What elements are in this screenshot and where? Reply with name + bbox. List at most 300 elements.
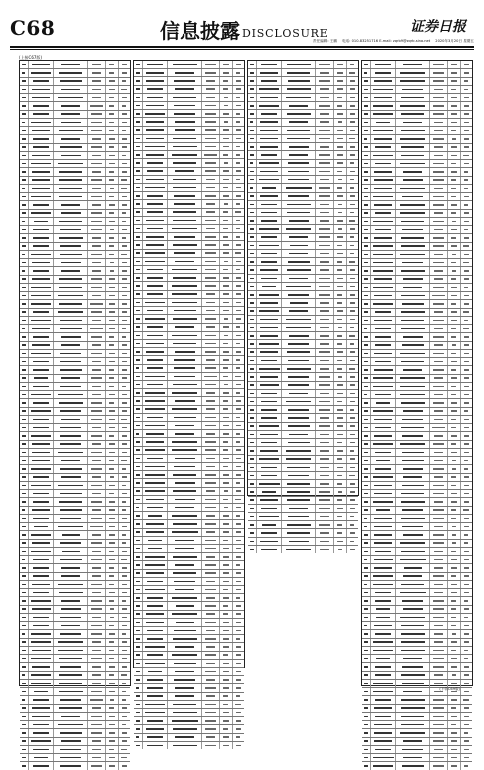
greeked-text — [146, 244, 163, 246]
greeked-text — [434, 278, 443, 280]
greeked-text — [206, 408, 214, 410]
table-cell — [461, 333, 472, 340]
table-cell — [430, 606, 448, 613]
table-cell — [202, 340, 220, 347]
greeked-text — [136, 392, 140, 394]
table-row — [248, 102, 358, 110]
greeked-text — [260, 450, 278, 452]
table-cell — [282, 390, 315, 397]
greeked-text — [175, 351, 195, 353]
table-cell — [334, 423, 346, 430]
table-cell — [316, 193, 334, 200]
table-cell — [88, 441, 106, 448]
table-cell — [248, 431, 257, 438]
greeked-text — [174, 581, 195, 583]
greeked-text — [92, 509, 100, 511]
greeked-text — [286, 97, 311, 99]
greeked-text — [22, 765, 26, 767]
greeked-text — [136, 359, 140, 361]
greeked-text — [22, 485, 26, 487]
table-cell — [371, 226, 397, 233]
table-cell — [461, 210, 472, 217]
greeked-text — [319, 384, 329, 386]
table-cell — [396, 482, 429, 489]
table-row — [134, 430, 244, 438]
greeked-text — [205, 654, 216, 656]
table-cell — [134, 86, 143, 93]
table-cell — [257, 110, 283, 117]
table-cell — [143, 184, 169, 191]
table-cell — [461, 713, 472, 720]
table-cell — [143, 77, 169, 84]
greeked-text — [91, 542, 103, 544]
table-row — [362, 515, 472, 523]
table-cell — [168, 127, 201, 134]
table-cell — [88, 408, 106, 415]
greeked-text — [136, 531, 140, 533]
table-cell — [29, 267, 55, 274]
greeked-text — [451, 155, 457, 157]
greeked-text — [364, 361, 369, 363]
greeked-text — [451, 625, 456, 627]
greeked-text — [433, 64, 444, 66]
table-cell — [233, 143, 244, 150]
greeked-text — [92, 64, 101, 66]
greeked-text — [288, 442, 310, 444]
table-cell — [29, 490, 55, 497]
table-cell — [88, 144, 106, 151]
table-cell — [257, 291, 283, 298]
greeked-text — [451, 171, 457, 173]
greeked-text — [375, 716, 391, 718]
table-cell — [106, 383, 118, 390]
greeked-text — [59, 402, 83, 404]
table-cell — [233, 176, 244, 183]
table-cell — [143, 274, 169, 281]
table-cell — [143, 496, 169, 503]
table-cell — [257, 390, 283, 397]
greeked-text — [349, 261, 355, 263]
greeked-text — [464, 377, 469, 379]
table-cell — [257, 201, 283, 208]
table-cell — [448, 639, 460, 646]
table-cell — [143, 611, 169, 618]
greeked-text — [22, 575, 25, 577]
table-cell — [257, 529, 283, 536]
greeked-text — [136, 179, 140, 181]
table-cell — [20, 119, 29, 126]
greeked-text — [364, 625, 367, 627]
greeked-text — [434, 476, 443, 478]
table-cell — [233, 693, 244, 700]
table-cell — [257, 472, 283, 479]
greeked-text — [145, 261, 166, 263]
greeked-text — [122, 732, 127, 734]
table-cell — [20, 564, 29, 571]
greeked-text — [451, 336, 456, 338]
table-cell — [233, 118, 244, 125]
table-cell — [220, 324, 232, 331]
greeked-text — [92, 138, 102, 140]
greeked-text — [32, 452, 49, 454]
table-cell — [88, 201, 106, 208]
greeked-text — [337, 319, 342, 321]
greeked-text — [401, 270, 425, 272]
greeked-text — [433, 534, 443, 536]
table-cell — [54, 465, 87, 472]
table-cell — [316, 390, 334, 397]
table-cell — [371, 738, 397, 745]
table-cell — [461, 738, 472, 745]
table-cell — [282, 135, 315, 142]
greeked-text — [22, 542, 26, 544]
greeked-text — [22, 278, 26, 280]
greeked-text — [172, 228, 197, 230]
table-cell — [371, 688, 397, 695]
greeked-text — [451, 584, 457, 586]
table-cell — [282, 357, 315, 364]
continued-from-label: (上接C67版) — [19, 55, 43, 60]
table-cell — [143, 660, 169, 667]
table-cell — [362, 589, 371, 596]
table-cell — [334, 69, 346, 76]
table-row — [20, 523, 130, 531]
table-cell — [430, 127, 448, 134]
table-cell — [362, 531, 371, 538]
greeked-text — [451, 303, 456, 305]
greeked-text — [145, 113, 166, 115]
greeked-text — [136, 335, 140, 337]
table-cell — [362, 663, 371, 670]
table-row — [248, 299, 358, 307]
greeked-text — [375, 336, 390, 338]
greeked-text — [236, 507, 241, 509]
greeked-text — [145, 318, 166, 320]
greeked-text — [121, 254, 127, 256]
table-cell — [334, 513, 346, 520]
greeked-text — [22, 716, 25, 718]
table-cell — [233, 69, 244, 76]
table-cell — [220, 512, 232, 519]
greeked-text — [320, 434, 330, 436]
greeked-text — [236, 179, 240, 181]
table-cell — [334, 398, 346, 405]
table-cell — [106, 614, 118, 621]
greeked-text — [22, 262, 26, 264]
table-cell — [88, 482, 106, 489]
greeked-text — [402, 485, 424, 487]
greeked-text — [337, 508, 343, 510]
greeked-text — [175, 671, 194, 673]
table-cell — [334, 119, 346, 126]
table-cell — [220, 693, 232, 700]
table-cell — [430, 639, 448, 646]
table-cell — [396, 317, 429, 324]
greeked-text — [91, 229, 101, 231]
table-cell — [316, 505, 334, 512]
greeked-text — [223, 343, 228, 345]
table-cell — [316, 340, 334, 347]
greeked-text — [61, 113, 80, 115]
greeked-text — [175, 433, 194, 435]
greeked-text — [286, 286, 311, 288]
greeked-text — [60, 542, 80, 544]
table-cell — [88, 556, 106, 563]
table-cell — [202, 520, 220, 527]
table-row — [20, 556, 130, 564]
greeked-text — [433, 386, 444, 388]
table-cell — [143, 463, 169, 470]
table-cell — [88, 721, 106, 728]
table-cell — [20, 168, 29, 175]
table-cell — [316, 135, 334, 142]
greeked-text — [136, 695, 139, 697]
greeked-text — [337, 113, 343, 115]
table-cell — [119, 358, 130, 365]
table-cell — [106, 69, 118, 76]
table-cell — [168, 77, 201, 84]
greeked-text — [205, 252, 217, 254]
greeked-text — [223, 466, 228, 468]
table-cell — [106, 746, 118, 753]
greeked-text — [205, 605, 216, 607]
table-cell — [248, 324, 257, 331]
table-cell — [371, 655, 397, 662]
table-row — [362, 548, 472, 556]
table-row — [362, 738, 472, 746]
greeked-text — [433, 105, 445, 107]
greeked-text — [109, 311, 115, 313]
greeked-text — [205, 572, 215, 574]
greeked-text — [250, 475, 253, 477]
greeked-text — [400, 105, 425, 107]
table-cell — [88, 259, 106, 266]
greeked-text — [32, 262, 51, 264]
greeked-text — [92, 641, 101, 643]
greeked-text — [175, 736, 194, 738]
table-cell — [119, 168, 130, 175]
table-cell — [448, 342, 460, 349]
greeked-text — [32, 542, 49, 544]
greeked-text — [223, 556, 229, 558]
greeked-text — [22, 72, 25, 74]
table-cell — [220, 69, 232, 76]
greeked-text — [464, 72, 469, 74]
greeked-text — [173, 162, 196, 164]
table-cell — [119, 507, 130, 514]
table-cell — [119, 366, 130, 373]
table-cell — [257, 505, 283, 512]
table-cell — [168, 241, 201, 248]
table-cell — [257, 497, 283, 504]
table-row — [248, 406, 358, 414]
greeked-text — [373, 377, 393, 379]
table-cell — [371, 507, 397, 514]
greeked-text — [451, 229, 457, 231]
table-cell — [396, 292, 429, 299]
table-cell — [106, 639, 118, 646]
greeked-text — [374, 625, 393, 627]
greeked-text — [337, 417, 342, 419]
greeked-text — [31, 410, 52, 412]
table-cell — [448, 69, 460, 76]
greeked-text — [223, 236, 228, 238]
table-cell — [20, 663, 29, 670]
greeked-text — [364, 707, 368, 709]
table-cell — [430, 309, 448, 316]
greeked-text — [451, 80, 457, 82]
table-cell — [362, 498, 371, 505]
table-cell — [371, 589, 397, 596]
table-cell — [88, 358, 106, 365]
greeked-text — [109, 386, 114, 388]
table-cell — [106, 358, 118, 365]
greeked-text — [451, 757, 457, 759]
greeked-text — [110, 476, 114, 478]
greeked-text — [374, 740, 392, 742]
table-cell — [334, 209, 346, 216]
greeked-text — [236, 556, 241, 558]
greeked-text — [109, 542, 114, 544]
table-row — [248, 94, 358, 102]
greeked-text — [373, 584, 393, 586]
greeked-text — [288, 162, 308, 164]
table-cell — [88, 325, 106, 332]
table-cell — [54, 705, 87, 712]
greeked-text — [236, 736, 240, 738]
greeked-text — [402, 89, 423, 91]
table-row — [248, 332, 358, 340]
table-cell — [233, 184, 244, 191]
greeked-text — [286, 549, 311, 551]
table-row — [20, 111, 130, 119]
greeked-text — [374, 542, 392, 544]
table-row — [248, 160, 358, 168]
greeked-text — [364, 336, 367, 338]
table-cell — [106, 127, 118, 134]
table-cell — [88, 729, 106, 736]
table-cell — [282, 488, 315, 495]
table-cell — [316, 110, 334, 117]
greeked-text — [433, 237, 445, 239]
table-cell — [461, 226, 472, 233]
table-cell — [316, 168, 334, 175]
greeked-text — [236, 482, 240, 484]
table-row — [362, 201, 472, 209]
greeked-text — [402, 229, 423, 231]
greeked-text — [350, 97, 355, 99]
table-cell — [29, 663, 55, 670]
table-cell — [168, 340, 201, 347]
table-cell — [29, 210, 55, 217]
greeked-text — [320, 220, 329, 222]
table-row — [20, 465, 130, 473]
table-cell — [20, 383, 29, 390]
table-row — [134, 135, 244, 143]
table-cell — [88, 754, 106, 761]
greeked-text — [320, 549, 329, 551]
table-row — [362, 309, 472, 317]
table-cell — [143, 291, 169, 298]
table-cell — [134, 611, 143, 618]
table-cell — [430, 234, 448, 241]
table-cell — [220, 184, 232, 191]
greeked-text — [349, 220, 355, 222]
table-cell — [248, 299, 257, 306]
table-cell — [396, 762, 429, 769]
greeked-text — [350, 146, 355, 148]
table-cell — [448, 383, 460, 390]
greeked-text — [22, 559, 25, 561]
table-cell — [257, 119, 283, 126]
greeked-text — [433, 262, 444, 264]
table-row — [362, 457, 472, 465]
table-cell — [119, 738, 130, 745]
greeked-text — [61, 567, 80, 569]
greeked-text — [22, 377, 26, 379]
table-cell — [448, 102, 460, 109]
greeked-text — [122, 501, 126, 503]
table-cell — [134, 159, 143, 166]
greeked-text — [374, 732, 391, 734]
table-cell — [282, 324, 315, 331]
table-row — [248, 135, 358, 143]
greeked-text — [146, 236, 165, 238]
table-cell — [119, 746, 130, 753]
greeked-text — [122, 641, 127, 643]
table-cell — [347, 151, 358, 158]
table-cell — [334, 349, 346, 356]
table-cell — [168, 537, 201, 544]
table-cell — [430, 672, 448, 679]
greeked-text — [223, 745, 228, 747]
greeked-text — [337, 343, 342, 345]
table-cell — [119, 548, 130, 555]
greeked-text — [109, 633, 115, 635]
greeked-text — [60, 245, 81, 247]
table-cell — [362, 432, 371, 439]
table-cell — [168, 365, 201, 372]
table-cell — [430, 474, 448, 481]
greeked-text — [61, 575, 80, 577]
table-row — [134, 455, 244, 463]
greeked-text — [236, 613, 241, 615]
greeked-text — [136, 244, 140, 246]
table-cell — [362, 342, 371, 349]
greeked-text — [286, 458, 311, 460]
table-cell — [106, 333, 118, 340]
greeked-text — [337, 97, 342, 99]
greeked-text — [205, 745, 216, 747]
greeked-text — [250, 113, 254, 115]
table-cell — [143, 233, 169, 240]
greeked-text — [204, 376, 216, 378]
greeked-text — [90, 303, 102, 305]
greeked-text — [223, 687, 229, 689]
greeked-text — [61, 344, 79, 346]
greeked-text — [136, 605, 140, 607]
table-cell — [168, 725, 201, 732]
greeked-text — [451, 287, 457, 289]
greeked-text — [146, 220, 163, 222]
greeked-text — [146, 72, 165, 74]
table-cell — [233, 660, 244, 667]
greeked-text — [136, 433, 139, 435]
greeked-text — [375, 394, 391, 396]
table-cell — [202, 168, 220, 175]
greeked-text — [236, 293, 241, 295]
greeked-text — [32, 179, 49, 181]
